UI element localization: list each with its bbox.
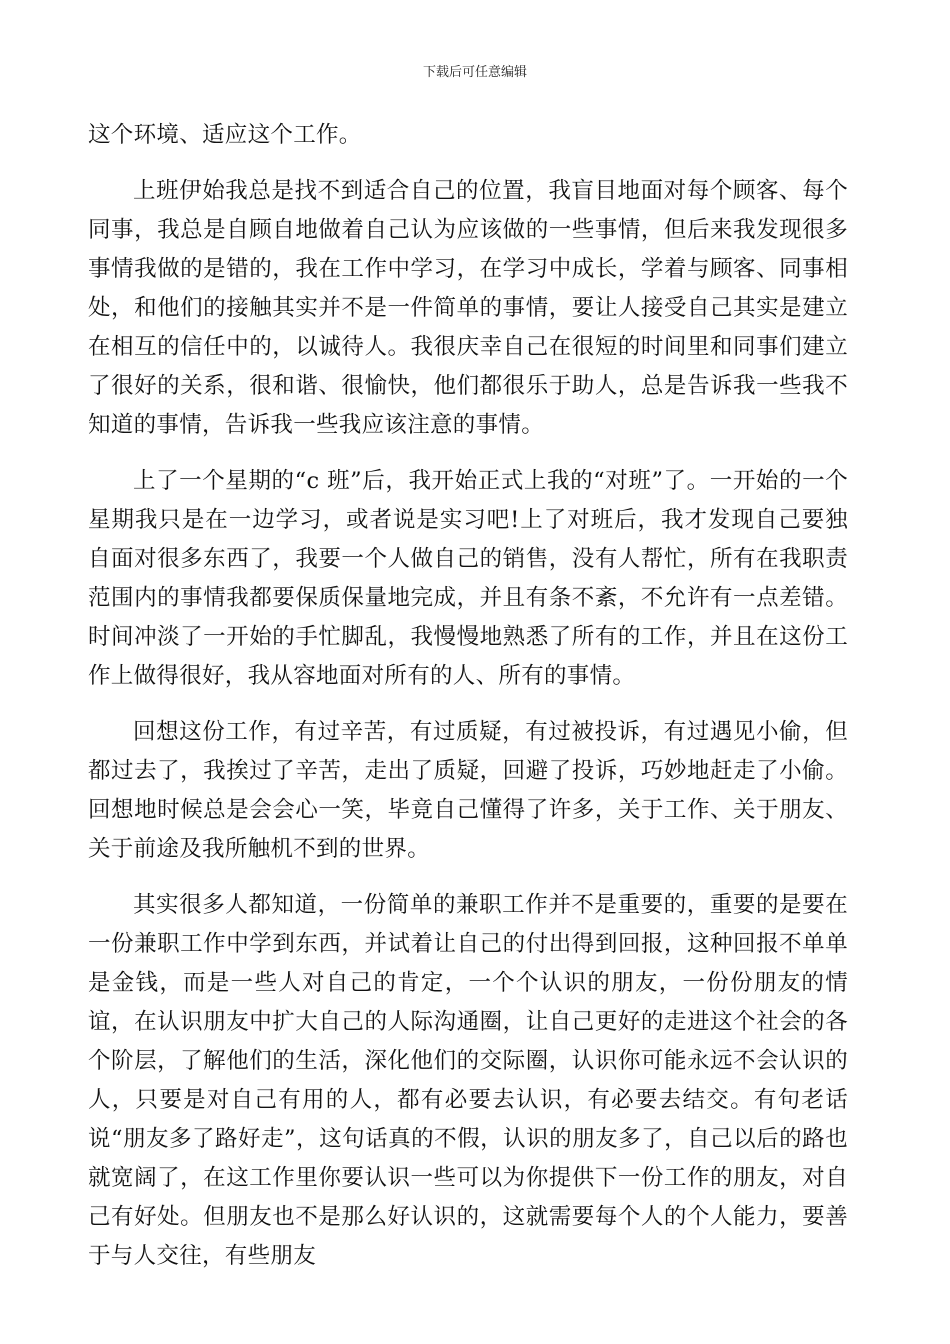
- page-header: 下载后可任意编辑: [422, 65, 527, 80]
- paragraph-4: 回想这份工作，有过辛苦，有过质疑，有过被投诉，有过遇见小偷，但都过去了，我挨过了辛苦，走出了质疑，回避了投诉，巧妙地赶走了小偷。回想地时候总是会会心一笑，毕竟自己懂得了许多，关于工作、关于朋友、关于前途及我所触机不到的世界。: [88, 719, 848, 862]
- paragraph-1: 这个环境、适应这个工作。: [88, 122, 362, 148]
- document-body: [88, 116, 848, 1276]
- paragraph-3: 上了一个星期的“c 班”后，我开始正式上我的“对班”了。一开始的一个星期我只是在一边学习，或者说是实习吧!上了对班后，我才发现自己要独自面对很多东西了，我要一个人做自己的销售，没有人帮忙，所有在我职责范围内的事情我都要保质保量地完成，并且有条不紊，不允许有一点差错。时间冲淡了一开始的手忙脚乱，我慢慢地熟悉了所有的工作，并且在这份工作上做得很好，我从容地面对所有的人、所有的事情。: [88, 468, 848, 689]
- paragraph-5: 其实很多人都知道，一份简单的兼职工作并不是重要的，重要的是要在一份兼职工作中学到东西，并试着让自己的付出得到回报，这种回报不单单是金钱，而是一些人对自己的肯定，一个个认识的朋友，一份份朋友的情谊，在认识朋友中扩大自己的人际沟通圈，让自己更好的走进这个社会的各个阶层，了解他们的生活，深化他们的交际圈，认识你可能永远不会认识的人，只要是对自己有用的人，都有必要去认识，有必要去结交。有句老话说“朋友多了路好走”，这句话真的不假，认识的朋友多了，自己以后的路也就宽阔了，在这工作里你要认识一些可以为你提供下一份工作的朋友，对自己有好处。但朋友也不是那么好认识的，这就需要每个人的个人能力，要善于与人交往，有些朋友: [88, 892, 848, 1269]
- paragraph-2: 上班伊始我总是找不到适合自己的位置，我盲目地面对每个顾客、每个同事，我总是自顾自地做着自己认为应该做的一些事情，但后来我发现很多事情我做的是错的，我在工作中学习，在学习中成长，学着与顾客、同事相处，和他们的接触其实并不是一件简单的事情，要让人接受自己其实是建立在相互的信任中的，以诚待人。我很庆幸自己在很短的时间里和同事们建立了很好的关系，很和谐、很愉快，他们都很乐于助人，总是告诉我一些我不知道的事情，告诉我一些我应该注意的事情。: [88, 178, 848, 438]
